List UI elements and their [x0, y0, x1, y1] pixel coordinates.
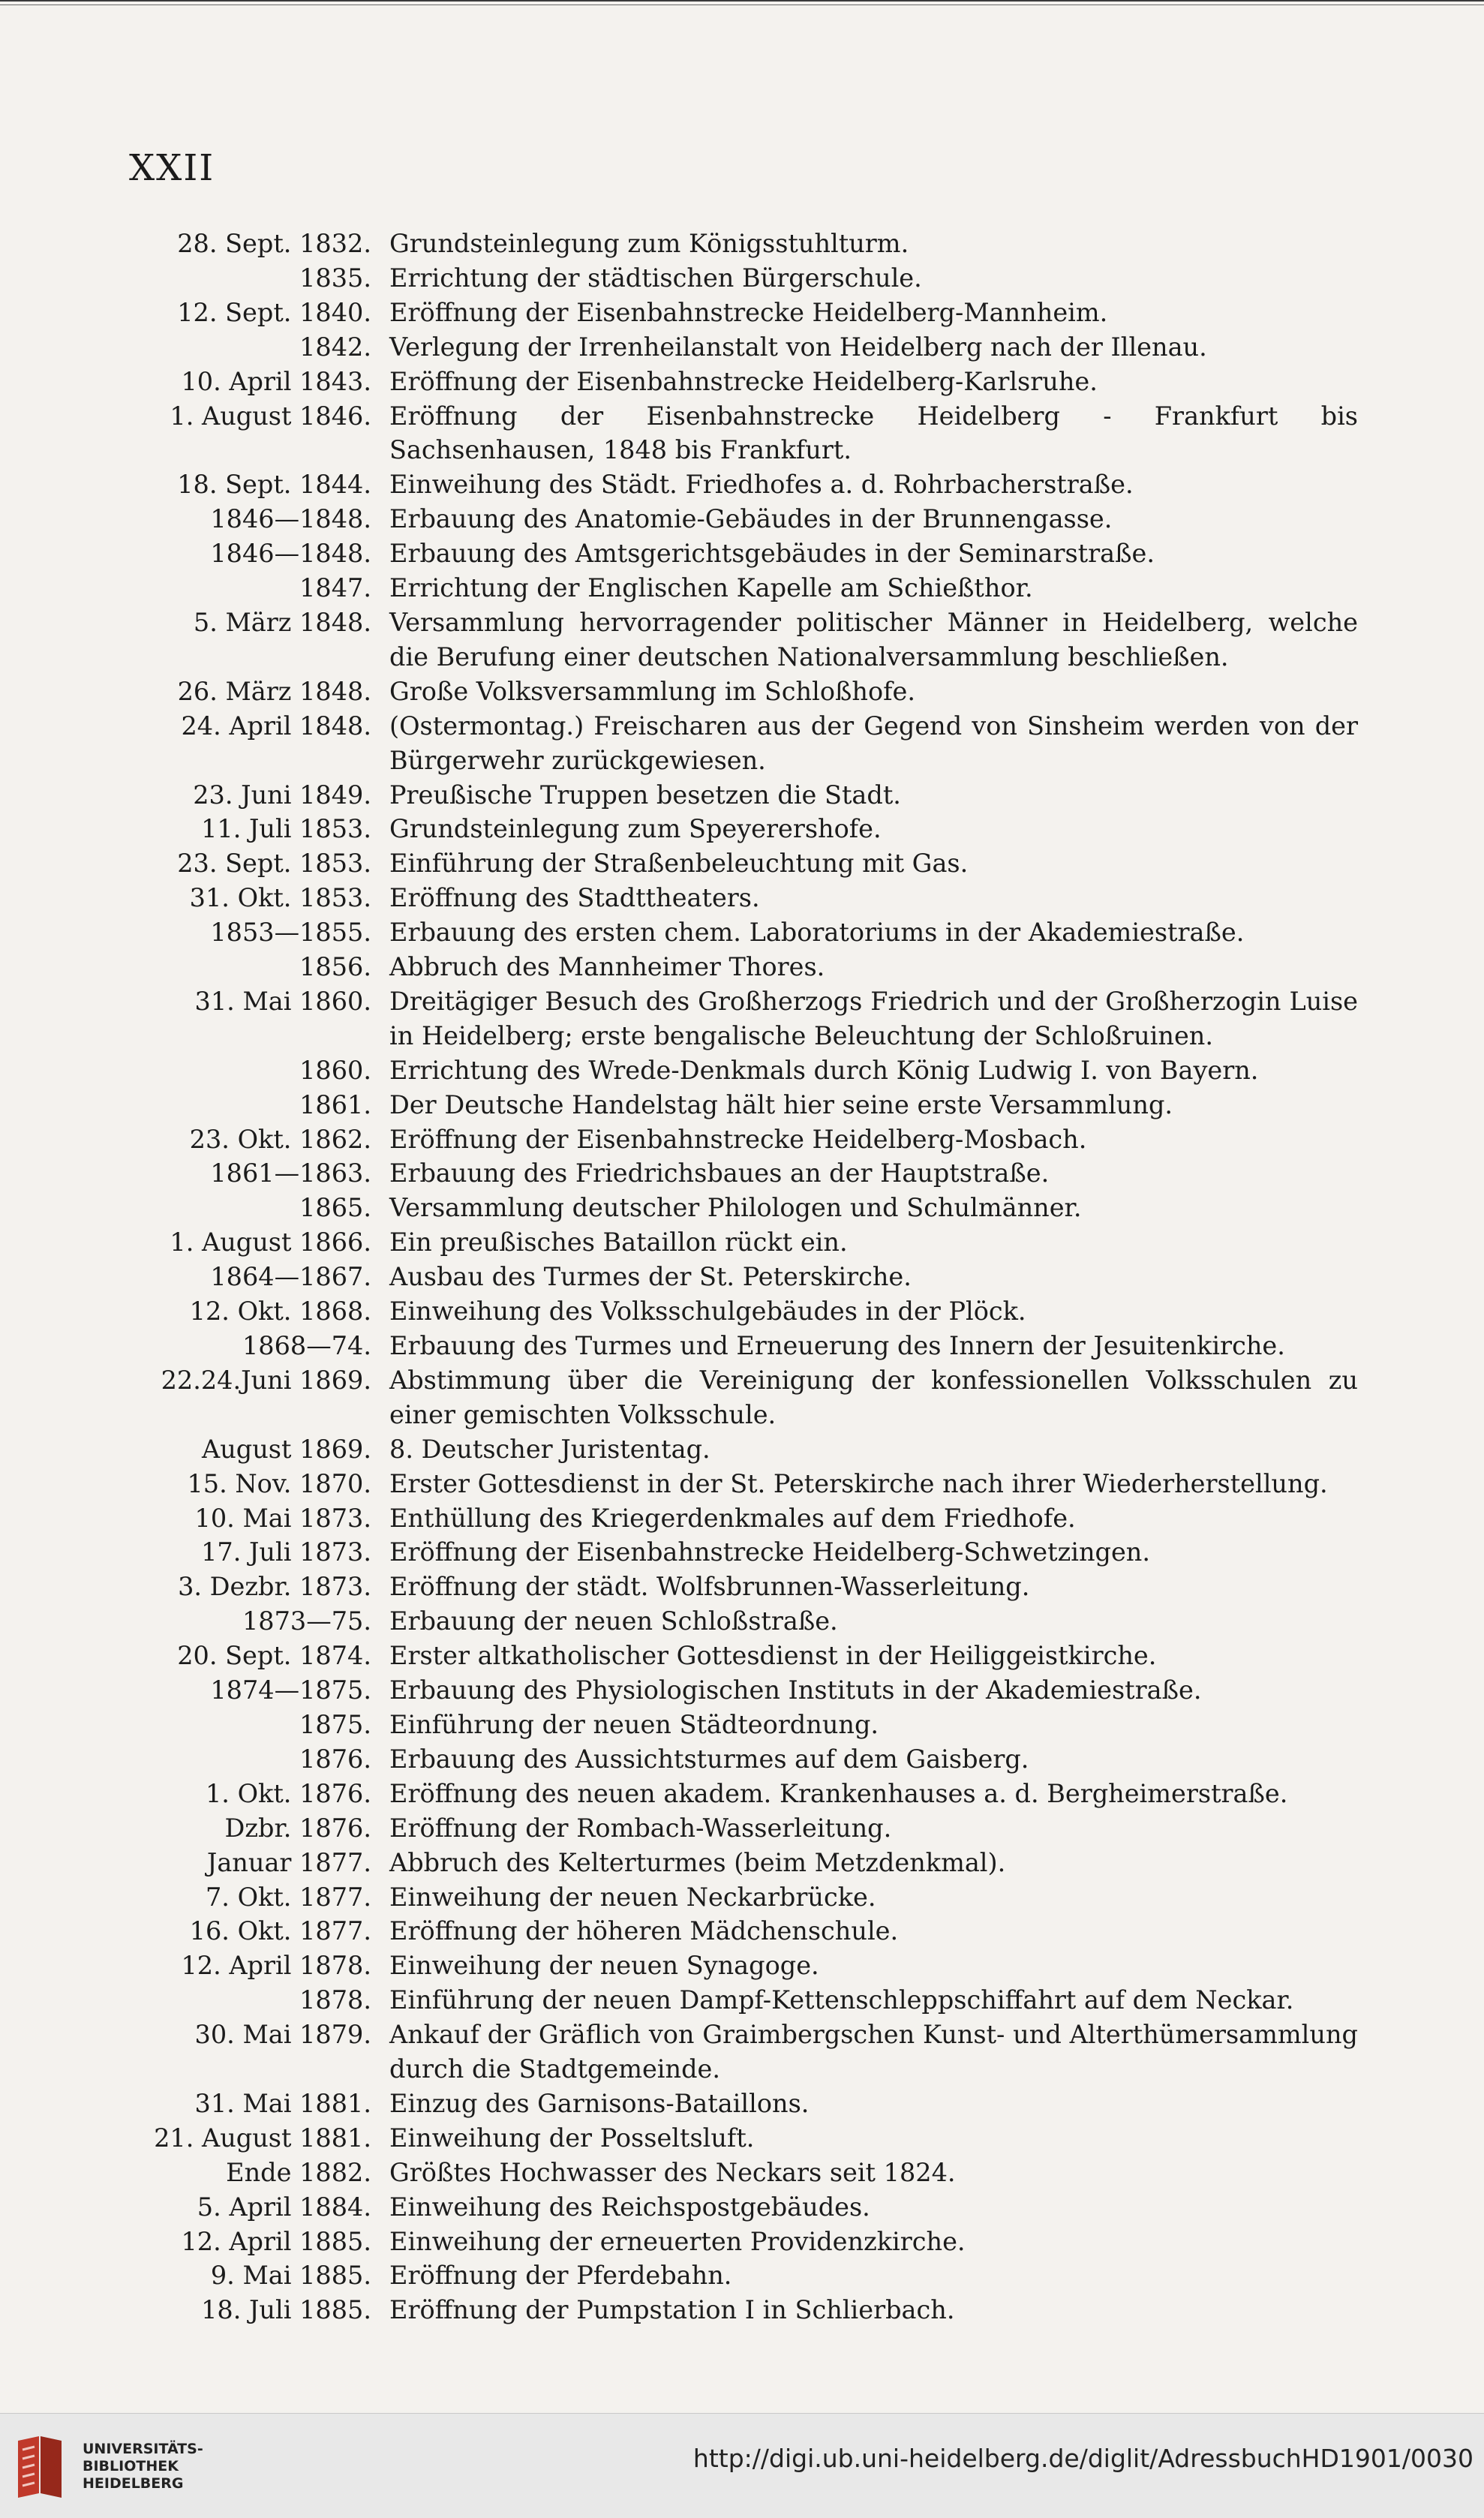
- chronicle-entry: [113, 709, 1358, 778]
- footer-bar: [0, 2413, 1484, 2518]
- entry-text: Eröffnung der Rombach-Wasserleitung.: [389, 1813, 892, 1843]
- entry-date: 1846—1848.: [210, 504, 371, 534]
- chronicle-entry: [113, 1053, 1358, 1088]
- chronicle-entry: [113, 1260, 1358, 1294]
- entry-text: Einweihung der erneuerten Providenzkirche.: [389, 2226, 966, 2256]
- entry-date: 12. Okt. 1868.: [189, 1297, 371, 1327]
- entry-text: Ein preußisches Bataillon rückt ein.: [389, 1227, 848, 1257]
- chronicle-entry: [113, 1983, 1358, 2018]
- entry-date: 23. Juni 1849.: [193, 780, 371, 810]
- chronicle-entry: [113, 1604, 1358, 1639]
- entry-date: 1847.: [299, 573, 371, 603]
- entry-date: 1875.: [299, 1709, 371, 1739]
- chronicle-entry: [113, 881, 1358, 915]
- entry-date: 1835.: [299, 263, 371, 293]
- chronicle-entry: [113, 2156, 1358, 2190]
- chronicle-entry: [113, 330, 1358, 365]
- chronicle-entry: [113, 365, 1358, 399]
- chronicle-entry: [113, 1432, 1358, 1467]
- entry-text: Einweihung der Posseltsluft.: [389, 2123, 755, 2153]
- entry-date: 1842.: [299, 332, 371, 362]
- chronicle-entry: [113, 846, 1358, 881]
- entry-date: 31. Mai 1881.: [194, 2088, 371, 2118]
- chronicle-entry: [113, 2121, 1358, 2156]
- page-number: XXII: [129, 147, 215, 189]
- entry-text: Grundsteinlegung zum Speyerershofe.: [389, 814, 882, 844]
- library-name-line-2: BIBLIOTHEK: [83, 2458, 179, 2474]
- entry-text: Größtes Hochwasser des Neckars seit 1824.: [389, 2157, 956, 2187]
- entry-text: Abbruch des Kelterturmes (beim Metzdenkmal).: [389, 1847, 1006, 1877]
- entry-text: Einführung der neuen Dampf-Kettenschleppschiffahrt auf dem Neckar.: [389, 1985, 1294, 2015]
- entry-text: Eröffnung der Eisenbahnstrecke Heidelberg-Mannheim.: [389, 297, 1108, 327]
- entry-text: Eröffnung des Stadttheaters.: [389, 883, 760, 913]
- entry-text: Erbauung des ersten chem. Laboratoriums in der Akademiestraße.: [389, 918, 1245, 948]
- entry-text: Einführung der Straßenbeleuchtung mit Gas.: [389, 849, 969, 879]
- entry-text: (Ostermontag.) Freischaren aus der Gegend von Sinsheim werden von der Bürgerwehr zurückgewiesen.: [389, 711, 1358, 775]
- entry-date: 18. Juli 1885.: [201, 2295, 371, 2325]
- entry-text: Erbauung des Friedrichsbaues an der Hauptstraße.: [389, 1158, 1050, 1188]
- chronicle-entry: [113, 227, 1358, 261]
- entry-text: Erbauung des Anatomie-Gebäudes in der Brunnengasse.: [389, 504, 1113, 534]
- library-name: [83, 2441, 203, 2492]
- entry-date: 20. Sept. 1874.: [177, 1641, 371, 1671]
- entry-date: 7. Okt. 1877.: [205, 1882, 371, 1912]
- entry-date: 1865.: [299, 1193, 371, 1223]
- entry-date: 11. Juli 1853.: [201, 814, 371, 844]
- entry-date: 1878.: [299, 1985, 371, 2015]
- chronicle-entry: [113, 1639, 1358, 1673]
- entry-date: Ende 1882.: [226, 2157, 371, 2187]
- entry-text: Versammlung deutscher Philologen und Schulmänner.: [389, 1193, 1082, 1223]
- chronicle-entry: [113, 536, 1358, 571]
- entry-date: 1873—75.: [242, 1606, 371, 1636]
- chronicle-entry: [113, 984, 1358, 1053]
- chronicle-entry: [113, 1156, 1358, 1191]
- entry-text: Erbauung des Aussichtsturmes auf dem Gaisberg.: [389, 1744, 1029, 1774]
- entry-date: 9. Mai 1885.: [210, 2261, 371, 2291]
- chronicle-entry: [113, 1294, 1358, 1329]
- entry-date: 1864—1867.: [210, 1262, 371, 1292]
- entry-text: Einzug des Garnisons-Bataillons.: [389, 2088, 810, 2118]
- entry-date: 18. Sept. 1844.: [177, 470, 371, 500]
- library-name-line-1: UNIVERSITÄTS-: [83, 2441, 203, 2457]
- entry-date: 1856.: [299, 952, 371, 982]
- entry-date: August 1869.: [202, 1434, 371, 1464]
- entry-text: Grundsteinlegung zum Königsstuhlturm.: [389, 229, 909, 258]
- chronicle-entry: [113, 1949, 1358, 1983]
- library-name-line-3: HEIDELBERG: [83, 2475, 184, 2492]
- entry-text: Einweihung des Städt. Friedhofes a. d. Rohrbacherstraße.: [389, 470, 1134, 500]
- entry-text: Eröffnung der Eisenbahnstrecke Heidelberg - Frankfurt bis Sachsenhausen, 1848 bis Frankfurt.: [389, 401, 1358, 465]
- entry-text: Ausbau des Turmes der St. Peterskirche.: [389, 1262, 912, 1292]
- chronicle-entry: [113, 1708, 1358, 1742]
- entry-text: Erbauung des Turmes und Erneuerung des Innern der Jesuitenkirche.: [389, 1331, 1285, 1360]
- chronicle-entry: [113, 1777, 1358, 1811]
- chronicle-entry: [113, 1570, 1358, 1604]
- chronicle-entry: [113, 2225, 1358, 2259]
- entry-date: 22.24.Juni 1869.: [161, 1365, 371, 1395]
- entry-text: Erbauung des Amtsgerichtsgebäudes in der Seminarstraße.: [389, 539, 1155, 569]
- chronicle-entry: [113, 675, 1358, 709]
- chronicle-entry: [113, 2087, 1358, 2121]
- entry-date: 1846—1848.: [210, 539, 371, 569]
- entry-text: 8. Deutscher Juristentag.: [389, 1434, 710, 1464]
- entry-text: Eröffnung der Eisenbahnstrecke Heidelberg-Schwetzingen.: [389, 1537, 1151, 1567]
- entry-date: 5. März 1848.: [193, 607, 371, 637]
- chronicle-entry: [113, 1846, 1358, 1880]
- entry-text: Einweihung des Volksschulgebäudes in der Plöck.: [389, 1297, 1026, 1327]
- entry-date: 23. Sept. 1853.: [177, 849, 371, 879]
- entry-date: 12. Sept. 1840.: [177, 297, 371, 327]
- chronicle-entry: [113, 915, 1358, 950]
- entry-text: Eröffnung der Eisenbahnstrecke Heidelberg-Karlsruhe.: [389, 366, 1098, 396]
- entry-date: 21. August 1881.: [154, 2123, 371, 2153]
- entry-text: Der Deutsche Handelstag hält hier seine erste Versammlung.: [389, 1089, 1173, 1119]
- entry-text: Erster altkatholischer Gottesdienst in der Heiliggeistkirche.: [389, 1641, 1157, 1671]
- entry-date: 24. April 1848.: [181, 711, 371, 741]
- entry-text: Eröffnung der Pferdebahn.: [389, 2261, 732, 2291]
- chronicle-entry: [113, 1742, 1358, 1777]
- entry-date: 1874—1875.: [210, 1675, 371, 1705]
- entry-text: Erbauung des Physiologischen Instituts in der Akademiestraße.: [389, 1675, 1202, 1705]
- entry-text: Ankauf der Gräflich von Graimbergschen Kunst- und Alterthümersammlung durch die Stadtgemeinde.: [389, 2020, 1358, 2084]
- chronicle-entry: [113, 1535, 1358, 1570]
- chronicle-entry: [113, 571, 1358, 605]
- entry-date: 12. April 1878.: [181, 1951, 371, 1981]
- entry-date: 1853—1855.: [210, 918, 371, 948]
- entry-text: Errichtung des Wrede-Denkmals durch König Ludwig I. von Bayern.: [389, 1055, 1259, 1085]
- chronicle-entry: [113, 605, 1358, 675]
- entry-text: Eröffnung der Pumpstation I in Schlierbach.: [389, 2295, 955, 2325]
- entry-text: Erbauung der neuen Schloßstraße.: [389, 1606, 838, 1636]
- chronicle-entry: [113, 1467, 1358, 1501]
- entry-text: Preußische Truppen besetzen die Stadt.: [389, 780, 901, 810]
- entry-text: Errichtung der Englischen Kapelle am Schießthor.: [389, 573, 1033, 603]
- chronicle-entry: [113, 2190, 1358, 2225]
- chronicle-entry: [113, 502, 1358, 536]
- entry-date: Dzbr. 1876.: [224, 1813, 371, 1843]
- entry-date: 30. Mai 1879.: [194, 2020, 371, 2050]
- chronicle-entry: [113, 1329, 1358, 1363]
- entry-date: 23. Okt. 1862.: [189, 1124, 371, 1154]
- entry-date: 3. Dezbr. 1873.: [178, 1572, 371, 1602]
- chronicle-entry: [113, 1880, 1358, 1915]
- entry-date: 5. April 1884.: [197, 2192, 371, 2222]
- entry-date: Januar 1877.: [206, 1847, 371, 1877]
- chronicle-entry: [113, 1811, 1358, 1846]
- entry-date: 28. Sept. 1832.: [177, 229, 371, 258]
- entry-date: 1. August 1846.: [170, 401, 371, 431]
- entry-date: 1868—74.: [242, 1331, 371, 1360]
- entry-date: 17. Juli 1873.: [201, 1537, 371, 1567]
- entry-date: 31. Okt. 1853.: [189, 883, 371, 913]
- entry-text: Abbruch des Mannheimer Thores.: [389, 952, 825, 982]
- entry-date: 1. Okt. 1876.: [205, 1778, 371, 1808]
- entry-date: 26. März 1848.: [177, 676, 371, 706]
- entry-text: Dreitägiger Besuch des Großherzogs Friedrich und der Großherzogin Luise in Heidelberg; erste bengalische Beleuchtung der Schloßruinen.: [389, 986, 1358, 1050]
- chronicle-entry: [113, 1225, 1358, 1260]
- chronicle-entry: [113, 2293, 1358, 2327]
- chronicle-entry: [113, 1191, 1358, 1225]
- entry-date: 10. Mai 1873.: [194, 1503, 371, 1533]
- page-top-edge: [0, 0, 1484, 12]
- chronicle-entry: [113, 261, 1358, 296]
- chronicle-entry: [113, 812, 1358, 846]
- entry-text: Einführung der neuen Städteordnung.: [389, 1709, 879, 1739]
- entry-date: 1876.: [299, 1744, 371, 1774]
- entry-date: 1861—1863.: [210, 1158, 371, 1188]
- entry-date: 12. April 1885.: [181, 2226, 371, 2256]
- entry-date: 15. Nov. 1870.: [187, 1468, 371, 1498]
- chronicle-entry: [113, 950, 1358, 984]
- chronicle-entry: [113, 296, 1358, 330]
- chronicle-entry: [113, 1122, 1358, 1157]
- entry-text: Einweihung der neuen Synagoge.: [389, 1951, 819, 1981]
- chronicle-entry: [113, 2018, 1358, 2087]
- chronicle-entry: [113, 778, 1358, 813]
- entry-text: Abstimmung über die Vereinigung der konfessionellen Volksschulen zu einer gemischten Volksschule.: [389, 1365, 1358, 1429]
- entry-date: 16. Okt. 1877.: [189, 1916, 371, 1946]
- entry-date: 1. August 1866.: [170, 1227, 371, 1257]
- entry-text: Eröffnung der Eisenbahnstrecke Heidelberg-Mosbach.: [389, 1124, 1087, 1154]
- entry-text: Einweihung des Reichspostgebäudes.: [389, 2192, 870, 2222]
- chronicle-entry: [113, 399, 1358, 468]
- entry-text: Eröffnung des neuen akadem. Krankenhauses a. d. Bergheimerstraße.: [389, 1778, 1288, 1808]
- chronicle-entry: [113, 467, 1358, 502]
- entry-text: Einweihung der neuen Neckarbrücke.: [389, 1882, 876, 1912]
- entry-text: Enthüllung des Kriegerdenkmales auf dem Friedhofe.: [389, 1503, 1076, 1533]
- entry-text: Große Volksversammlung im Schloßhofe.: [389, 676, 915, 706]
- entry-text: Versammlung hervorragender politischer Männer in Heidelberg, welche die Berufung einer deutschen Nationalversammlung beschließen.: [389, 607, 1358, 672]
- chronicle-entry: [113, 1088, 1358, 1122]
- entry-text: Verlegung der Irrenheilanstalt von Heidelberg nach der Illenau.: [389, 332, 1207, 362]
- entry-date: 31. Mai 1860.: [194, 986, 371, 1016]
- entry-date: 1861.: [299, 1089, 371, 1119]
- entry-date: 1860.: [299, 1055, 371, 1085]
- chronicle-entry: [113, 2258, 1358, 2293]
- entry-text: Erster Gottesdienst in der St. Peterskirche nach ihrer Wiederherstellung.: [389, 1468, 1328, 1498]
- chronicle-entry: [113, 1501, 1358, 1536]
- entry-text: Errichtung der städtischen Bürgerschule.: [389, 263, 922, 293]
- library-logo-icon: [14, 2433, 66, 2501]
- entry-text: Eröffnung der höheren Mädchenschule.: [389, 1916, 899, 1946]
- chronicle-entry: [113, 1673, 1358, 1708]
- chronicle-entry: [113, 1363, 1358, 1432]
- chronicle-list: [113, 227, 1358, 2327]
- entry-text: Eröffnung der städt. Wolfsbrunnen-Wasserleitung.: [389, 1572, 1030, 1602]
- source-url-link[interactable]: http://digi.ub.uni-heidelberg.de/diglit/AdressbuchHD1901/0030: [692, 2444, 1473, 2473]
- entry-date: 10. April 1843.: [181, 366, 371, 396]
- chronicle-entry: [113, 1914, 1358, 1949]
